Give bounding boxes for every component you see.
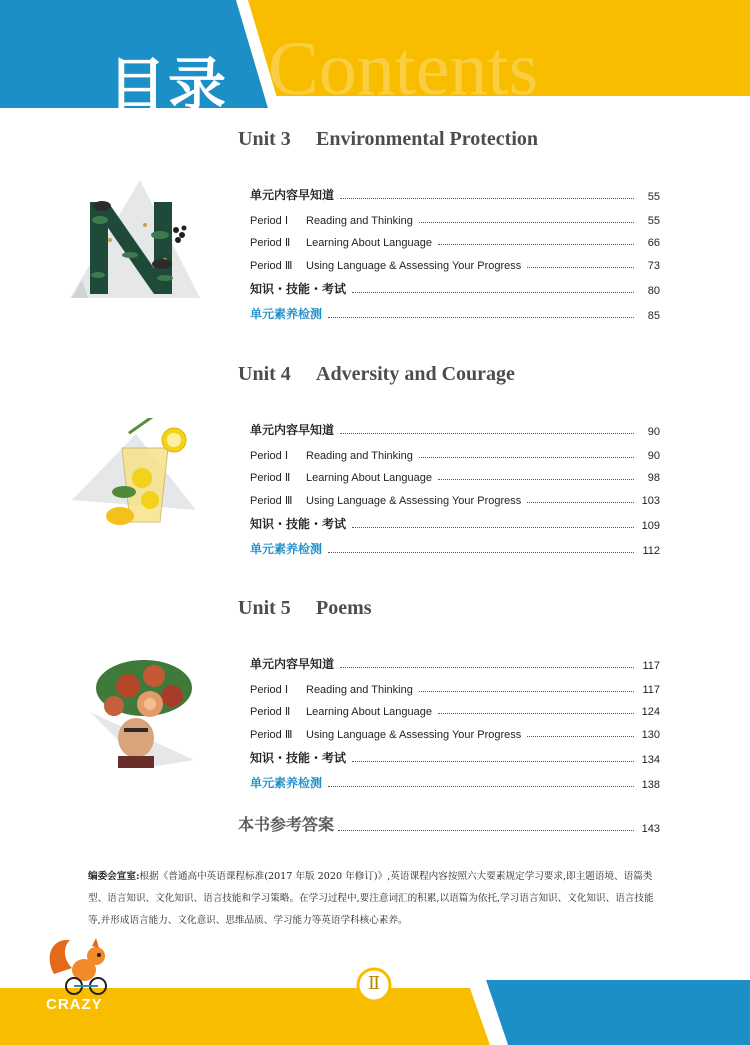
toc-entry[interactable] <box>250 300 660 322</box>
leader-dots <box>419 691 634 692</box>
leader-dots <box>328 552 634 553</box>
entry-label: 单元素养检测 <box>250 542 323 556</box>
leader-dots <box>352 761 634 762</box>
toc-entry[interactable] <box>250 485 660 507</box>
entry-page: 66 <box>647 237 660 249</box>
leader-dots <box>438 713 634 714</box>
toc-entry[interactable] <box>250 510 660 532</box>
entry-page: 55 <box>647 191 660 203</box>
leader-dots <box>438 244 634 245</box>
unit-title: Environmental Protection <box>316 128 539 150</box>
leader-dots <box>352 527 634 528</box>
entry-page: 138 <box>641 779 660 791</box>
page-title <box>108 38 228 122</box>
entry-label: 单元素养检测 <box>250 307 323 321</box>
toc-entry[interactable] <box>250 744 660 766</box>
entry-label: Learning About Language <box>306 472 433 484</box>
period-label: Period Ⅰ <box>250 684 289 696</box>
page-numeral: Ⅱ <box>367 973 381 994</box>
entry-page: 80 <box>647 285 660 297</box>
leader-dots <box>352 292 634 293</box>
leader-dots <box>527 502 634 503</box>
leader-dots <box>419 222 634 223</box>
unit-number: Unit 5 <box>238 597 291 619</box>
entry-page: 73 <box>647 260 660 272</box>
entry-label: Using Language & Assessing Your Progress <box>306 729 522 741</box>
unit-number: Unit 3 <box>238 128 291 150</box>
leader-dots <box>338 830 634 831</box>
lemon-drink-illustration <box>72 418 202 528</box>
entry-label: 单元素养检测 <box>250 776 323 790</box>
squirrel-logo-icon <box>44 934 124 998</box>
entry-page: 103 <box>641 495 660 507</box>
leader-dots <box>419 457 634 458</box>
answers-entry[interactable] <box>238 812 660 835</box>
unit-3-heading <box>238 128 538 151</box>
toc-entry[interactable] <box>250 250 660 272</box>
period-label: Period Ⅰ <box>250 215 289 227</box>
period-label: Period Ⅱ <box>250 237 291 249</box>
entry-page: 109 <box>641 520 660 532</box>
unit-5-heading <box>238 597 372 620</box>
period-label: Period Ⅱ <box>250 472 291 484</box>
leader-dots <box>527 736 634 737</box>
toc-entry[interactable] <box>250 650 660 672</box>
note-lead: 编委会宣室: <box>88 871 140 882</box>
leader-dots <box>340 198 634 199</box>
entry-page: 90 <box>647 426 660 438</box>
period-label: Period Ⅰ <box>250 450 289 462</box>
entry-page: 130 <box>641 729 660 741</box>
entry-page: 124 <box>641 706 660 718</box>
portrait-fruit-illustration <box>84 652 204 770</box>
entry-label: 知识・技能・考试 <box>250 282 347 296</box>
letter-n-birds-illustration <box>70 180 200 305</box>
toc-entry[interactable] <box>250 696 660 718</box>
answers-page: 143 <box>641 823 660 835</box>
unit-number: Unit 4 <box>238 363 291 385</box>
entry-label: Reading and Thinking <box>306 215 413 227</box>
entry-label: 知识・技能・考试 <box>250 517 347 531</box>
toc-entry[interactable] <box>250 181 660 203</box>
entry-label: Learning About Language <box>306 237 433 249</box>
toc-entry[interactable] <box>250 535 660 557</box>
toc-entry[interactable] <box>250 674 660 696</box>
note-text: 根据《普通高中英语课程标准(2017 年版 2020 年修订)》,英语课程内容按照六大要素规定学习要求,即主题语境、语篇类型、语言知识、文化知识、语言技能和学习策略。在学习过程中,要注意词汇的积累,以语篇为依托,学习语言知识、文化知识、语言技能等,并形成语言能力、文化意识、思维品质、学习能力等英语学科核心素养。 <box>88 871 654 926</box>
entry-page: 85 <box>647 310 660 322</box>
header-title-en: Contents <box>268 27 539 108</box>
entry-page: 112 <box>642 545 660 557</box>
entry-label: Learning About Language <box>306 706 433 718</box>
entry-page: 98 <box>647 472 660 484</box>
entry-label: Reading and Thinking <box>306 450 413 462</box>
logo-text: CRAZY <box>46 996 103 1013</box>
toc-entry[interactable] <box>250 440 660 462</box>
entry-page: 90 <box>647 450 660 462</box>
leader-dots <box>340 433 634 434</box>
unit-title: Poems <box>316 597 372 619</box>
entry-page: 55 <box>647 215 660 227</box>
editorial-note <box>88 866 666 932</box>
entry-page: 134 <box>641 754 660 766</box>
leader-dots <box>340 667 634 668</box>
toc-entry[interactable] <box>250 462 660 484</box>
leader-dots <box>328 786 634 787</box>
leader-dots <box>328 317 634 318</box>
entry-label: 单元内容早知道 <box>250 423 335 437</box>
toc-entry[interactable] <box>250 275 660 297</box>
entry-label: 单元内容早知道 <box>250 188 335 202</box>
entry-label: Using Language & Assessing Your Progress <box>306 260 522 272</box>
period-label: Period Ⅲ <box>250 260 293 272</box>
entry-label: 单元内容早知道 <box>250 657 335 671</box>
period-label: Period Ⅱ <box>250 706 291 718</box>
toc-entry[interactable] <box>250 416 660 438</box>
entry-label: Using Language & Assessing Your Progress <box>306 495 522 507</box>
leader-dots <box>438 479 634 480</box>
unit-title: Adversity and Courage <box>316 363 515 385</box>
toc-entry[interactable] <box>250 205 660 227</box>
period-label: Period Ⅲ <box>250 495 293 507</box>
leader-dots <box>527 267 634 268</box>
page-title-cn: 目录 <box>108 51 229 119</box>
entry-label: 知识・技能・考试 <box>250 751 347 765</box>
toc-entry[interactable] <box>250 227 660 249</box>
unit-4-heading <box>238 363 515 386</box>
answers-label: 本书参考答案 <box>238 815 335 834</box>
toc-entry[interactable] <box>250 769 660 791</box>
entry-label: Reading and Thinking <box>306 684 413 696</box>
toc-entry[interactable] <box>250 719 660 741</box>
period-label: Period Ⅲ <box>250 729 293 741</box>
entry-page: 117 <box>642 684 660 696</box>
entry-page: 117 <box>642 660 660 672</box>
